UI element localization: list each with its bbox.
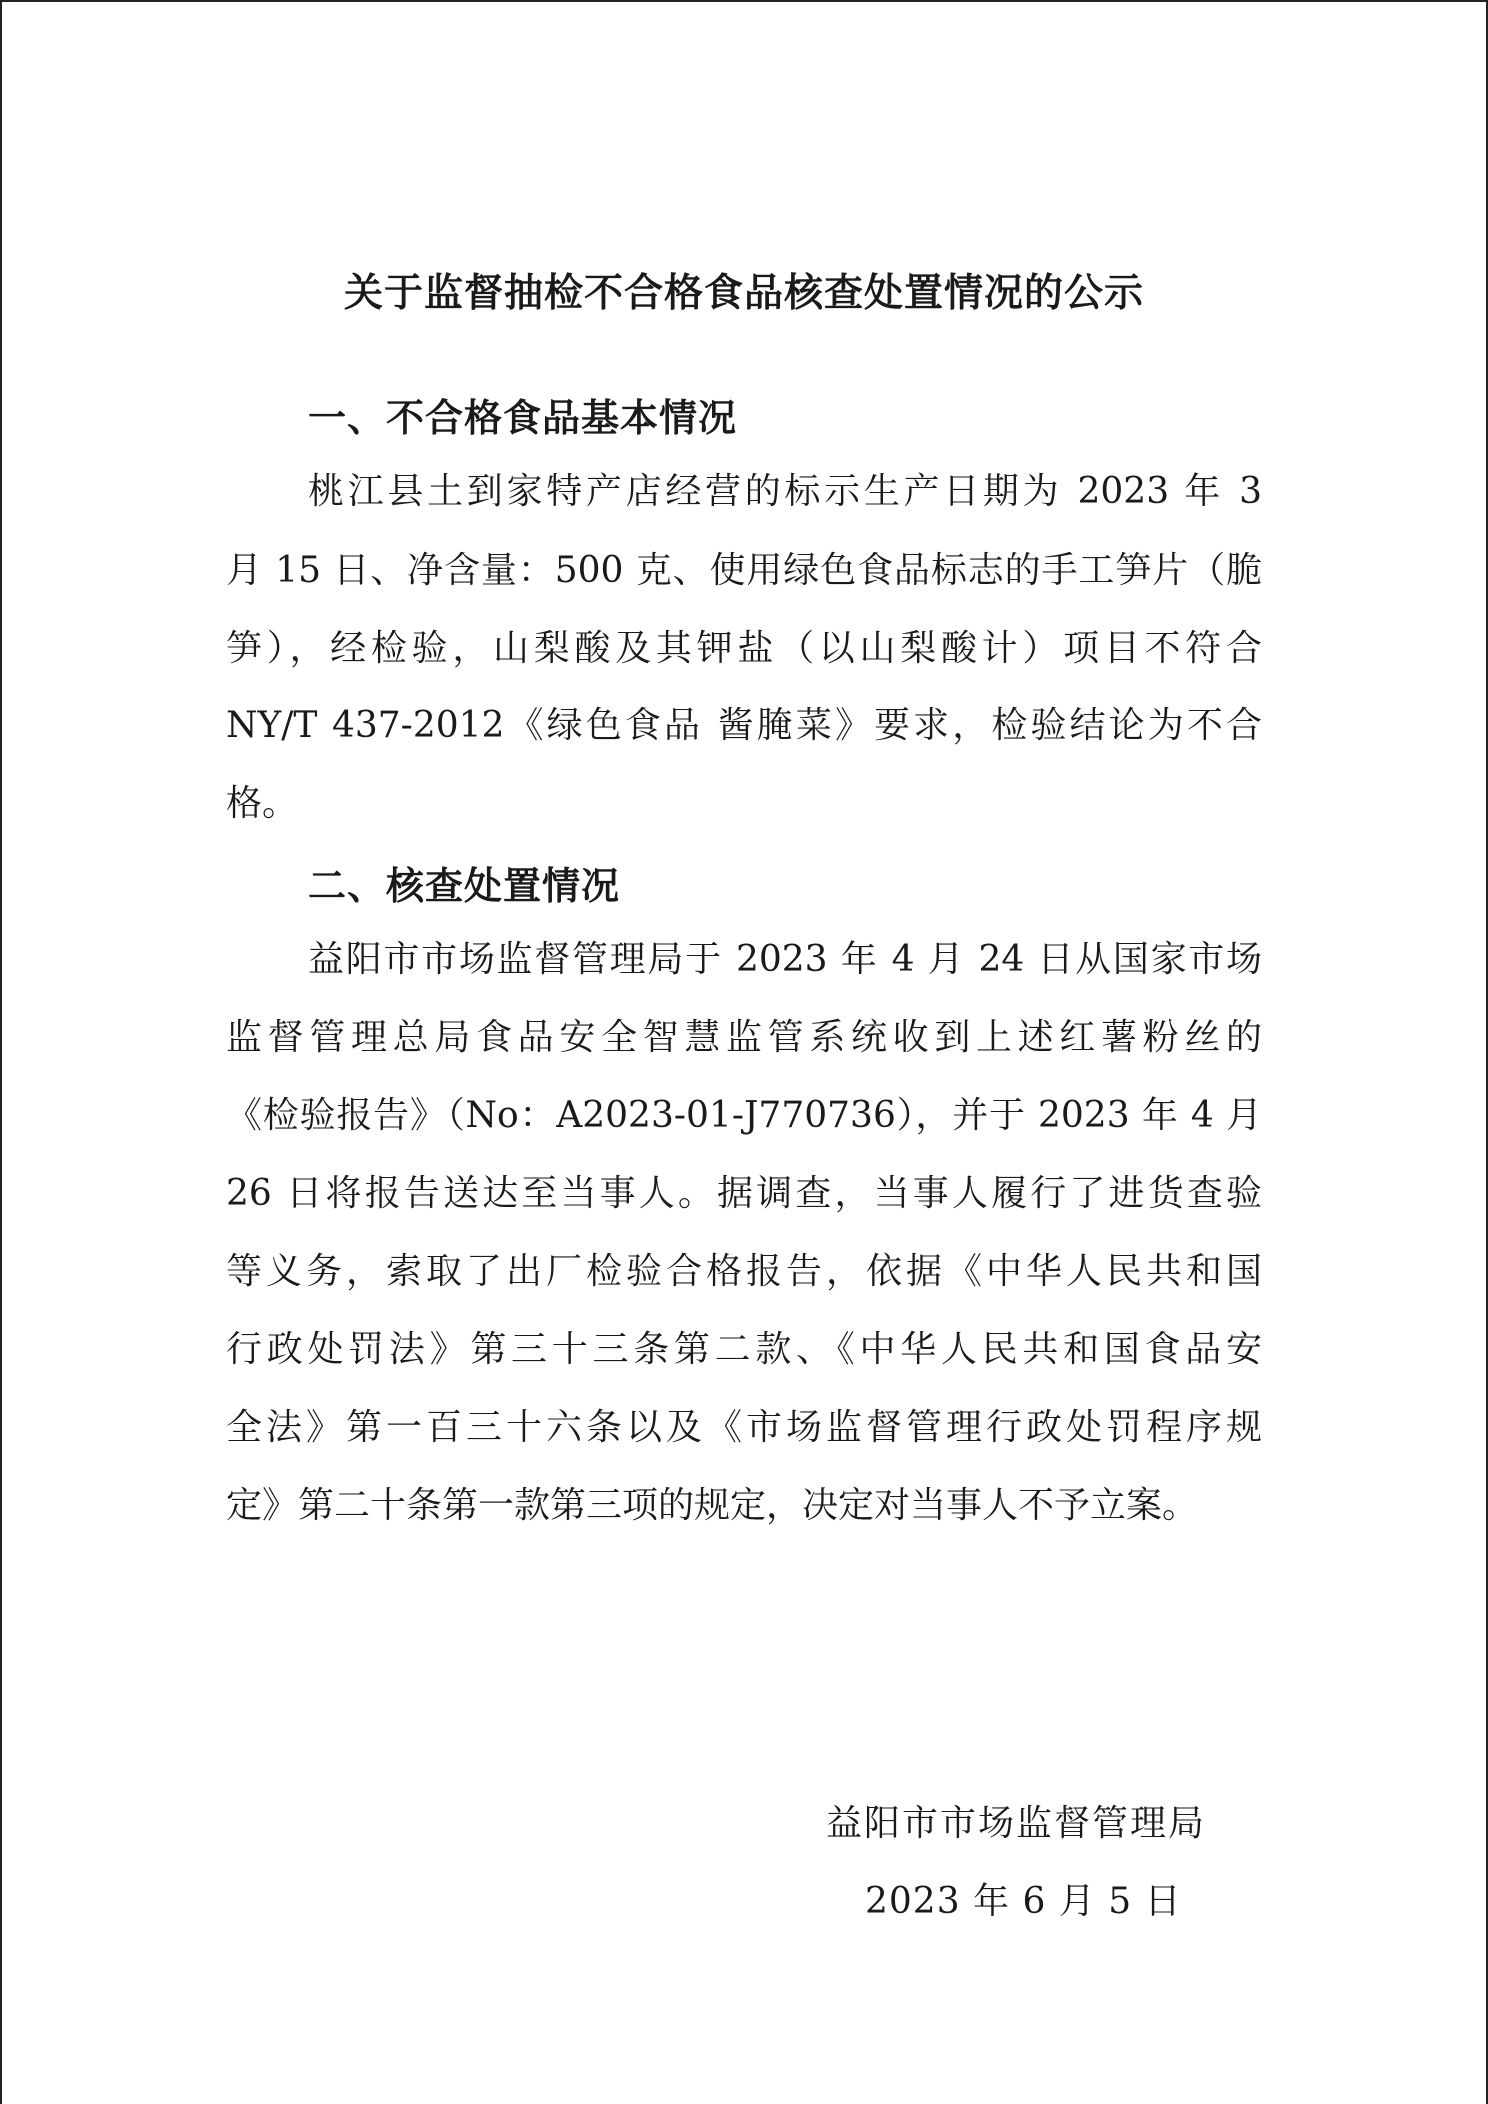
signature-organization: 益阳市市场监督管理局 [826, 1803, 1207, 1844]
section-2-line: 26 日将报告送达至当事人。据调查，当事人履行了进货查验 [226, 1173, 1262, 1214]
section-1-line: 格。 [226, 783, 299, 824]
section-2-line: 等义务，索取了出厂检验合格报告，依据《中华人民共和国 [226, 1251, 1262, 1292]
section-2-line: 定》第二十条第一款第三项的规定，决定对当事人不予立案。 [226, 1485, 1199, 1526]
section-2-line: 全法》第一百三十六条以及《市场监督管理行政处罚程序规 [226, 1407, 1262, 1448]
section-2-line: 监督管理总局食品安全智慧监管系统收到上述红薯粉丝的 [226, 1017, 1262, 1058]
section-1-line: 桃江县土到家特产店经营的标示生产日期为 2023 年 3 [308, 471, 1262, 512]
section-1-line: 月 15 日、净含量：500 克、使用绿色食品标志的手工笋片（脆 [226, 550, 1262, 591]
signature-date: 2023 年 6 月 5 日 [865, 1881, 1182, 1922]
section-2-line: 《检验报告》（No：A2023-01-J770736），并于 2023 年 4 月 [226, 1095, 1262, 1136]
section-2-line: 行政处罚法》第三十三条第二款、《中华人民共和国食品安 [226, 1329, 1262, 1370]
section-1-line: 笋），经检验，山梨酸及其钾盐（以山梨酸计）项目不符合 [226, 628, 1262, 669]
document-title: 关于监督抽检不合格食品核查处置情况的公示 [343, 271, 1144, 316]
section-1-heading: 一、不合格食品基本情况 [308, 396, 738, 440]
section-2-line: 益阳市市场监督管理局于 2023 年 4 月 24 日从国家市场 [308, 939, 1262, 980]
section-2-heading: 二、核查处置情况 [308, 864, 621, 908]
section-1-line: NY/T 437-2012《绿色食品 酱腌菜》要求，检验结论为不合 [226, 705, 1262, 746]
